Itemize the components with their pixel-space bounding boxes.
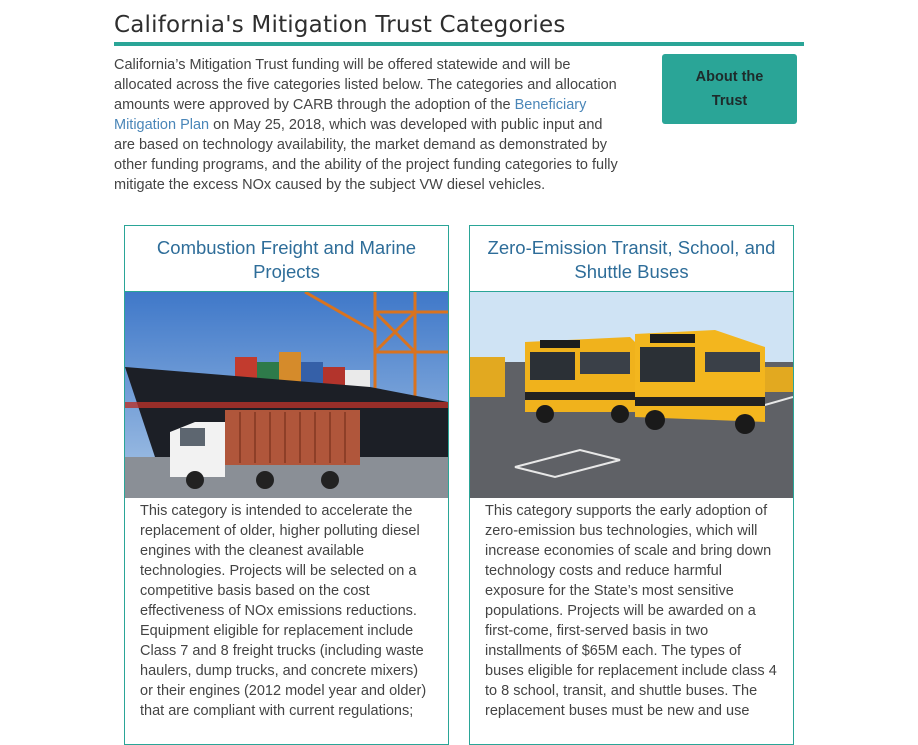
school-bus-photo [470, 292, 793, 498]
title-divider [114, 42, 804, 46]
card-description: This category supports the early adoption of zero-emission bus technologies, which will increase economies of scale and bring down technology costs and reduce harmful exposure for the State’s most sensitive populations. Projects will be awarded on a first-come, first-served basis in two installments of $65M each. The types of buses eligible for replacement include class 4 to 8 school, transit, and shuttle buses. The replacement buses must be new and use [485, 503, 777, 719]
card-description: This category is intended to accelerate the replacement of older, higher polluting diesel engines with the cleanest available technologies. Projects will be selected on a competitive basis based on the cost effectiveness of NOx emissions reductions. Equipment eligible for replacement include Class 7 and 8 freight trucks (including waste haulers, dump trucks, and concrete mixers) or their engines (2012 model year and older) that are compliant with current regulations; [140, 503, 427, 719]
intro-text-before-link: California’s Mitigation Trust funding will be offered statewide and will be allocated across the five categories listed below. The categories and allocation amounts were approved by CARB through the adoption of the [114, 57, 617, 113]
about-button-label: About the Trust [695, 69, 764, 109]
category-card-combustion-freight [124, 225, 449, 745]
beneficiary-mitigation-plan-link[interactable]: Beneficiary Mitigation Plan [114, 97, 587, 133]
card-title-link[interactable]: Combustion Freight and Marine Projects [125, 226, 448, 292]
intro-paragraph [114, 55, 619, 195]
intro-text-after-link: on May 25, 2018, which was developed with public input and are based on technology availability, the market demand as demonstrated by other funding programs, and the ability of the project funding categories to fully mitigate the excess NOx caused by the subject VW diesel vehicles. [114, 117, 618, 193]
card-title-link[interactable]: Zero-Emission Transit, School, and Shuttle Buses [470, 226, 793, 292]
about-the-trust-button[interactable] [662, 54, 797, 124]
cargo-ship-truck-photo [125, 292, 448, 498]
page-title: California's Mitigation Trust Categories [114, 12, 566, 38]
category-card-zero-emission-buses [469, 225, 794, 745]
